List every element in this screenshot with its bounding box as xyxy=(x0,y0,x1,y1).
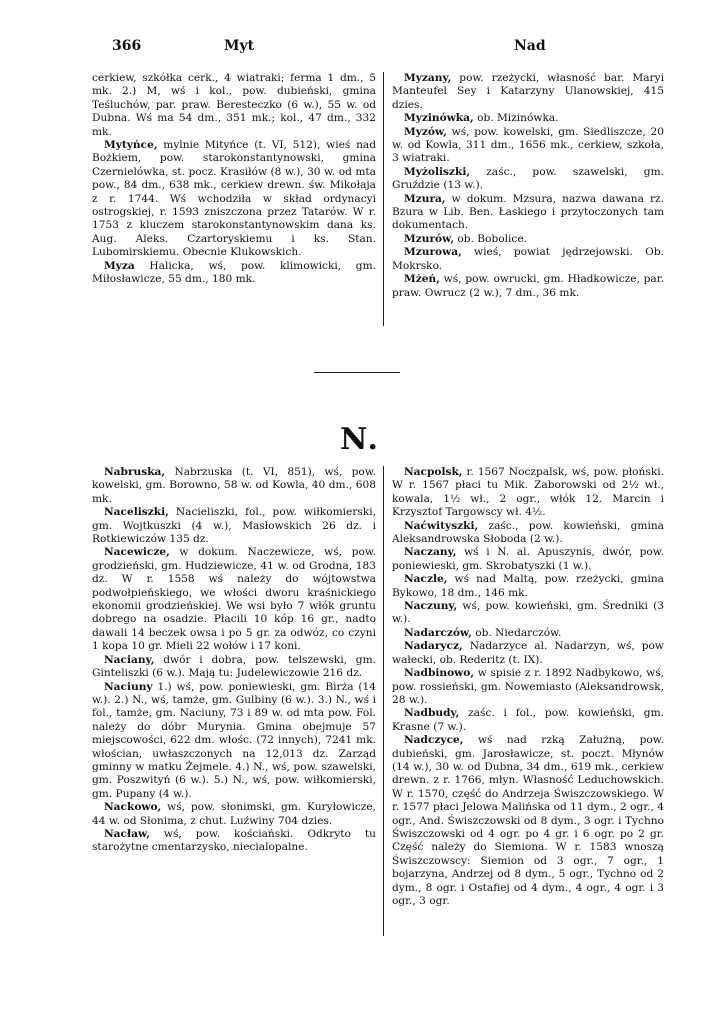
dictionary-entry xyxy=(392,466,664,520)
dictionary-entry xyxy=(392,166,664,193)
dictionary-entry xyxy=(392,627,664,640)
dictionary-entry xyxy=(392,640,664,667)
entry-text: zaśc., pow. szawelski, gm. Gruździe (13 w.). xyxy=(392,165,664,192)
entry-headword: Nadarycz, xyxy=(404,640,463,653)
entry-text: ob. Bobolice. xyxy=(454,232,527,245)
entry-headword: Nadczyce, xyxy=(404,734,464,747)
page-number: 366 xyxy=(112,38,142,54)
entry-headword: Nadbudy, xyxy=(404,707,460,720)
column-top-right xyxy=(392,72,664,300)
entry-headword: Myzinówka, xyxy=(404,112,474,125)
dictionary-entry xyxy=(392,126,664,166)
entry-text: Nabrzuska (t. VI, 851), wś, pow. kowelski, gm. Borowno, 58 w. od Kowla, 40 dm., 608 mk. xyxy=(92,466,376,505)
entry-text: Nadarzyce al. Nadarzyn, wś, pow wałecki, ob. Rederitz (t. IX). xyxy=(392,640,664,666)
entry-text: wś, pow. kowelski, gm. Siedliszcze, 20 w. od Kowla, 311 dm., 1656 mk., cerkiew, szkoła, 3 wiatraki. xyxy=(392,125,664,165)
entry-text: dwór i dobra, pow. telszewski, gm. Ginteliszki (6 w.). Mają tu: Judelewiczowie 216 dz. xyxy=(92,653,376,680)
entry-text: wś, pow. owrucki, gm. Hładkowicze, par. praw. Owrucz (2 w.), 7 dm., 36 mk. xyxy=(392,273,664,299)
entry-text: mylnie Mityńce (t. VI, 512), wieś nad Bożkiem, pow. starokonstantynowski, gmina Czernielówka, st. pocz. Krasiłów (8 w.), 30 w. od mta pow., 84 dm., 638 mk., cerkiew drewn. św. Mikołaja z r. 1744. Wś wchodziła w skład ordynacyi ostrogskiej, r. 1593 zniszczona przez Tatarów. W r. 1753 z kluczem starokonstantynowskim dana ks. Aug. Aleks. Czartoryskiemu i ks. Stan. Lubomirskiemu. Obecnie Klukowskich. xyxy=(92,139,376,259)
entry-headword: Nadarczów, xyxy=(404,626,472,639)
entry-text: w dokum. Mzsura, nazwa dawana rz. Bzura w Lib. Ben. Łaskiego i przytoczonych tam dokumentach. xyxy=(392,192,664,232)
entry-text: wś, pow. słonimski, gm. Kuryłowicze, 44 w. od Słonima, z chut. Luźwiny 704 dzies. xyxy=(92,801,376,827)
dictionary-entry xyxy=(392,734,664,908)
entry-headword: Naciuny xyxy=(104,680,153,693)
entry-headword: Nackowo, xyxy=(104,801,162,814)
dictionary-entry xyxy=(392,667,664,707)
entry-headword: Myzany, xyxy=(404,72,452,84)
dictionary-entry xyxy=(392,273,664,300)
entry-headword: Myzów, xyxy=(404,125,447,138)
entry-headword: Nadbinowo, xyxy=(404,667,475,680)
entry-headword: Myza xyxy=(104,259,135,272)
entry-headword: Mytyńce, xyxy=(104,139,158,152)
entry-headword: Nacpolsk, xyxy=(404,466,463,478)
entry-text: 1.) wś, pow. poniewieski, gm. Birża (14 w.). 2.) N., wś, tamże, gm. Gulbiny (6 w.). 3.) N., wś i fol., tamże, gm. Naciuny, 73 i 89 w. od mta pow. Fol. należy do dóbr Murynia. Gmina obejmuje 57 miejscowości, 622 dm. włośc. (72 innych), 7241 mk. włościan, uwłaszczonych na 12,013 dz. Zarząd gminny w matku Żejmele. 4.) N., wś, pow. szawelski, gm. Poszwityń (6 w.). 5.) N., wś, pow. wiłkomierski, gm. Pupany (4 w.). xyxy=(92,680,376,800)
header-right-word: Nad xyxy=(514,38,546,54)
entry-text: wieś, powiat jędrzejowski. Ob. Mokrsko. xyxy=(392,246,664,272)
entry-text: ob. Mizinówka. xyxy=(473,112,559,125)
dictionary-entry xyxy=(392,112,664,125)
entry-text: zaśc. i fol., pow. kowieński, gm. Krasne (7 w.). xyxy=(392,707,664,733)
dictionary-entry xyxy=(392,246,664,273)
entry-headword: Naciany, xyxy=(104,653,155,666)
entry-text: zaśc., pow. kowieński, gmina Aleksandrowska Słoboda (2 w.). xyxy=(392,519,664,546)
column-divider-top xyxy=(383,72,384,326)
entry-text: Nacieliszki, fol., pow. wiłkomierski, gm. Wojtkuszki (4 w.), Masłowskich 26 dz. i Rotkiewiczów 135 dz. xyxy=(92,506,376,546)
dictionary-entry xyxy=(392,600,664,627)
entry-text: Halicka, wś, pow. klimowicki, gm. Miłosławicze, 55 dm., 180 mk. xyxy=(92,259,376,286)
dictionary-entry xyxy=(392,193,664,233)
entry-text: w dokum. Naczewicze, wś, pow. grodzieński, gm. Hudziewicze, 41 w. od Grodna, 183 dz. W r. 1558 wś należy do wójtowstwa podwołpieńskiego, we włości dworu kraśnickiego ekonomii grodzieńskiej. We wsi było 7 włók gruntu dobrego na osadzie. Płacili 10 kóp 16 gr., nadto dawali 14 beczek owsa i po 5 gr. za odwóz, co czyni 1 kopa 10 gr. Mieli 22 wołów i 17 koni. xyxy=(92,546,376,653)
entry-headword: Mzurowa, xyxy=(404,246,462,259)
dictionary-entry xyxy=(92,801,376,828)
column-bottom-right xyxy=(392,466,664,908)
entry-headword: Nacław, xyxy=(104,827,150,840)
entry-headword: Mzurów, xyxy=(404,232,455,245)
entry-text: wś nad rzką Załużną, pow. dubieński, gm. Jarosławicze, st. poczt. Młynów (14 w.), 30 w. od Dubna, 34 dm., 619 mk., cerkiew drewn. z r. 1766, młyn. Własność Leduchowskich. W r. 1570, część do Andrzeja Świszczowskiego. W r. 1577 płaci Jelowa Malińska od 11 dym., 2 ogr., 4 ogr., And. Świszczowski od 8 dym., 3 ogr. i Tychno Świszczowski od 4 ogr. po 4 gr. i 6 ogr. po 2 gr. Część należy do Siemiona. W r. 1583 wnoszą Świszczowscy: Siemion od 3 ogr., 7 ogr., 1 bojarzyna, Andrzej od 8 dym., 5 ogr., Tychno od 2 dym., 8 ogr. i Ostafiej od 4 dym., 4 ogr., 4 ogr. i 3 ogr., 3 ogr. xyxy=(392,734,664,907)
entry-text: wś i N. al. Apuszynis, dwór, pow. poniewieski, gm. Skrobatyszki (1 w.). xyxy=(392,546,664,572)
dictionary-entry xyxy=(92,828,376,855)
dictionary-entry xyxy=(392,520,664,547)
entry-text: r. 1567 Noczpalsk, wś, pow. płoński. W r. 1567 płaci tu Mik. Zaborowski od 2½ wł., kowala, 1½ wł., 2 ogr., włók 12. Marcin i Krzysztof Targowscy wł. 4½. xyxy=(392,466,664,519)
dictionary-entry xyxy=(92,72,376,139)
dictionary-entry xyxy=(92,654,376,681)
dictionary-entry xyxy=(392,233,664,246)
entry-text: wś nad Maltą, pow. rzeżycki, gmina Bykowo, 18 dm., 146 mk. xyxy=(392,573,664,599)
dictionary-entry xyxy=(392,707,664,734)
dictionary-entry xyxy=(92,546,376,653)
dictionary-entry xyxy=(392,573,664,600)
column-bottom-left xyxy=(92,466,376,855)
entry-headword: Mżeń, xyxy=(404,273,440,286)
dictionary-entry xyxy=(92,139,376,260)
column-top-left xyxy=(92,72,376,287)
entry-headword: Naczle, xyxy=(404,573,448,586)
dictionary-entry xyxy=(92,466,376,506)
entry-headword: Mzura, xyxy=(404,192,446,205)
entry-headword: Naceliszki, xyxy=(104,506,169,519)
dictionary-entry xyxy=(92,506,376,546)
dictionary-entry xyxy=(92,681,376,802)
entry-text: cerkiew, szkółka cerk., 4 wiatraki; ferma 1 dm., 5 mk. 2.) M, wś i kol., pow. dubieński, gmina Teśluchów, par. praw. Beresteczko (6 w.), 55 w. od Dubna. Wś ma 54 dm., 351 mk.; kol., 47 dm., 332 mk. xyxy=(92,72,376,138)
entry-headword: Naczuny, xyxy=(404,600,458,613)
dictionary-entry xyxy=(392,546,664,573)
section-letter: N. xyxy=(340,422,380,457)
entry-headword: Naczany, xyxy=(404,546,457,559)
entry-headword: Naćwityszki, xyxy=(404,519,479,532)
entry-headword: Nacewicze, xyxy=(104,546,170,559)
entry-text: wś, pow. kowieński, gm. Średniki (3 w.). xyxy=(392,600,664,626)
entry-text: w spisie z r. 1892 Nadbykowo, wś, pow. rossieński, gm. Nowemiasto (Aleksandrowsk, 28 w.). xyxy=(392,667,664,706)
section-divider xyxy=(314,372,400,373)
entry-headword: Nabruska, xyxy=(104,466,166,478)
dictionary-entry xyxy=(92,260,376,287)
header-left-word: Myt xyxy=(224,38,255,54)
entry-text: wś, pow. kościański. Odkryto tu starożytne cmentarzysko, niecialopalne. xyxy=(92,827,376,854)
column-divider-bottom xyxy=(383,466,384,936)
entry-text: pow. rzeżycki, własność bar. Maryi Manteufel Sey i Katarzyny Ulanowskiej, 415 dzies. xyxy=(392,72,664,111)
entry-headword: Myżoliszki, xyxy=(404,165,471,178)
dictionary-entry xyxy=(392,72,664,112)
entry-text: ob. Niedarczów. xyxy=(471,626,562,639)
